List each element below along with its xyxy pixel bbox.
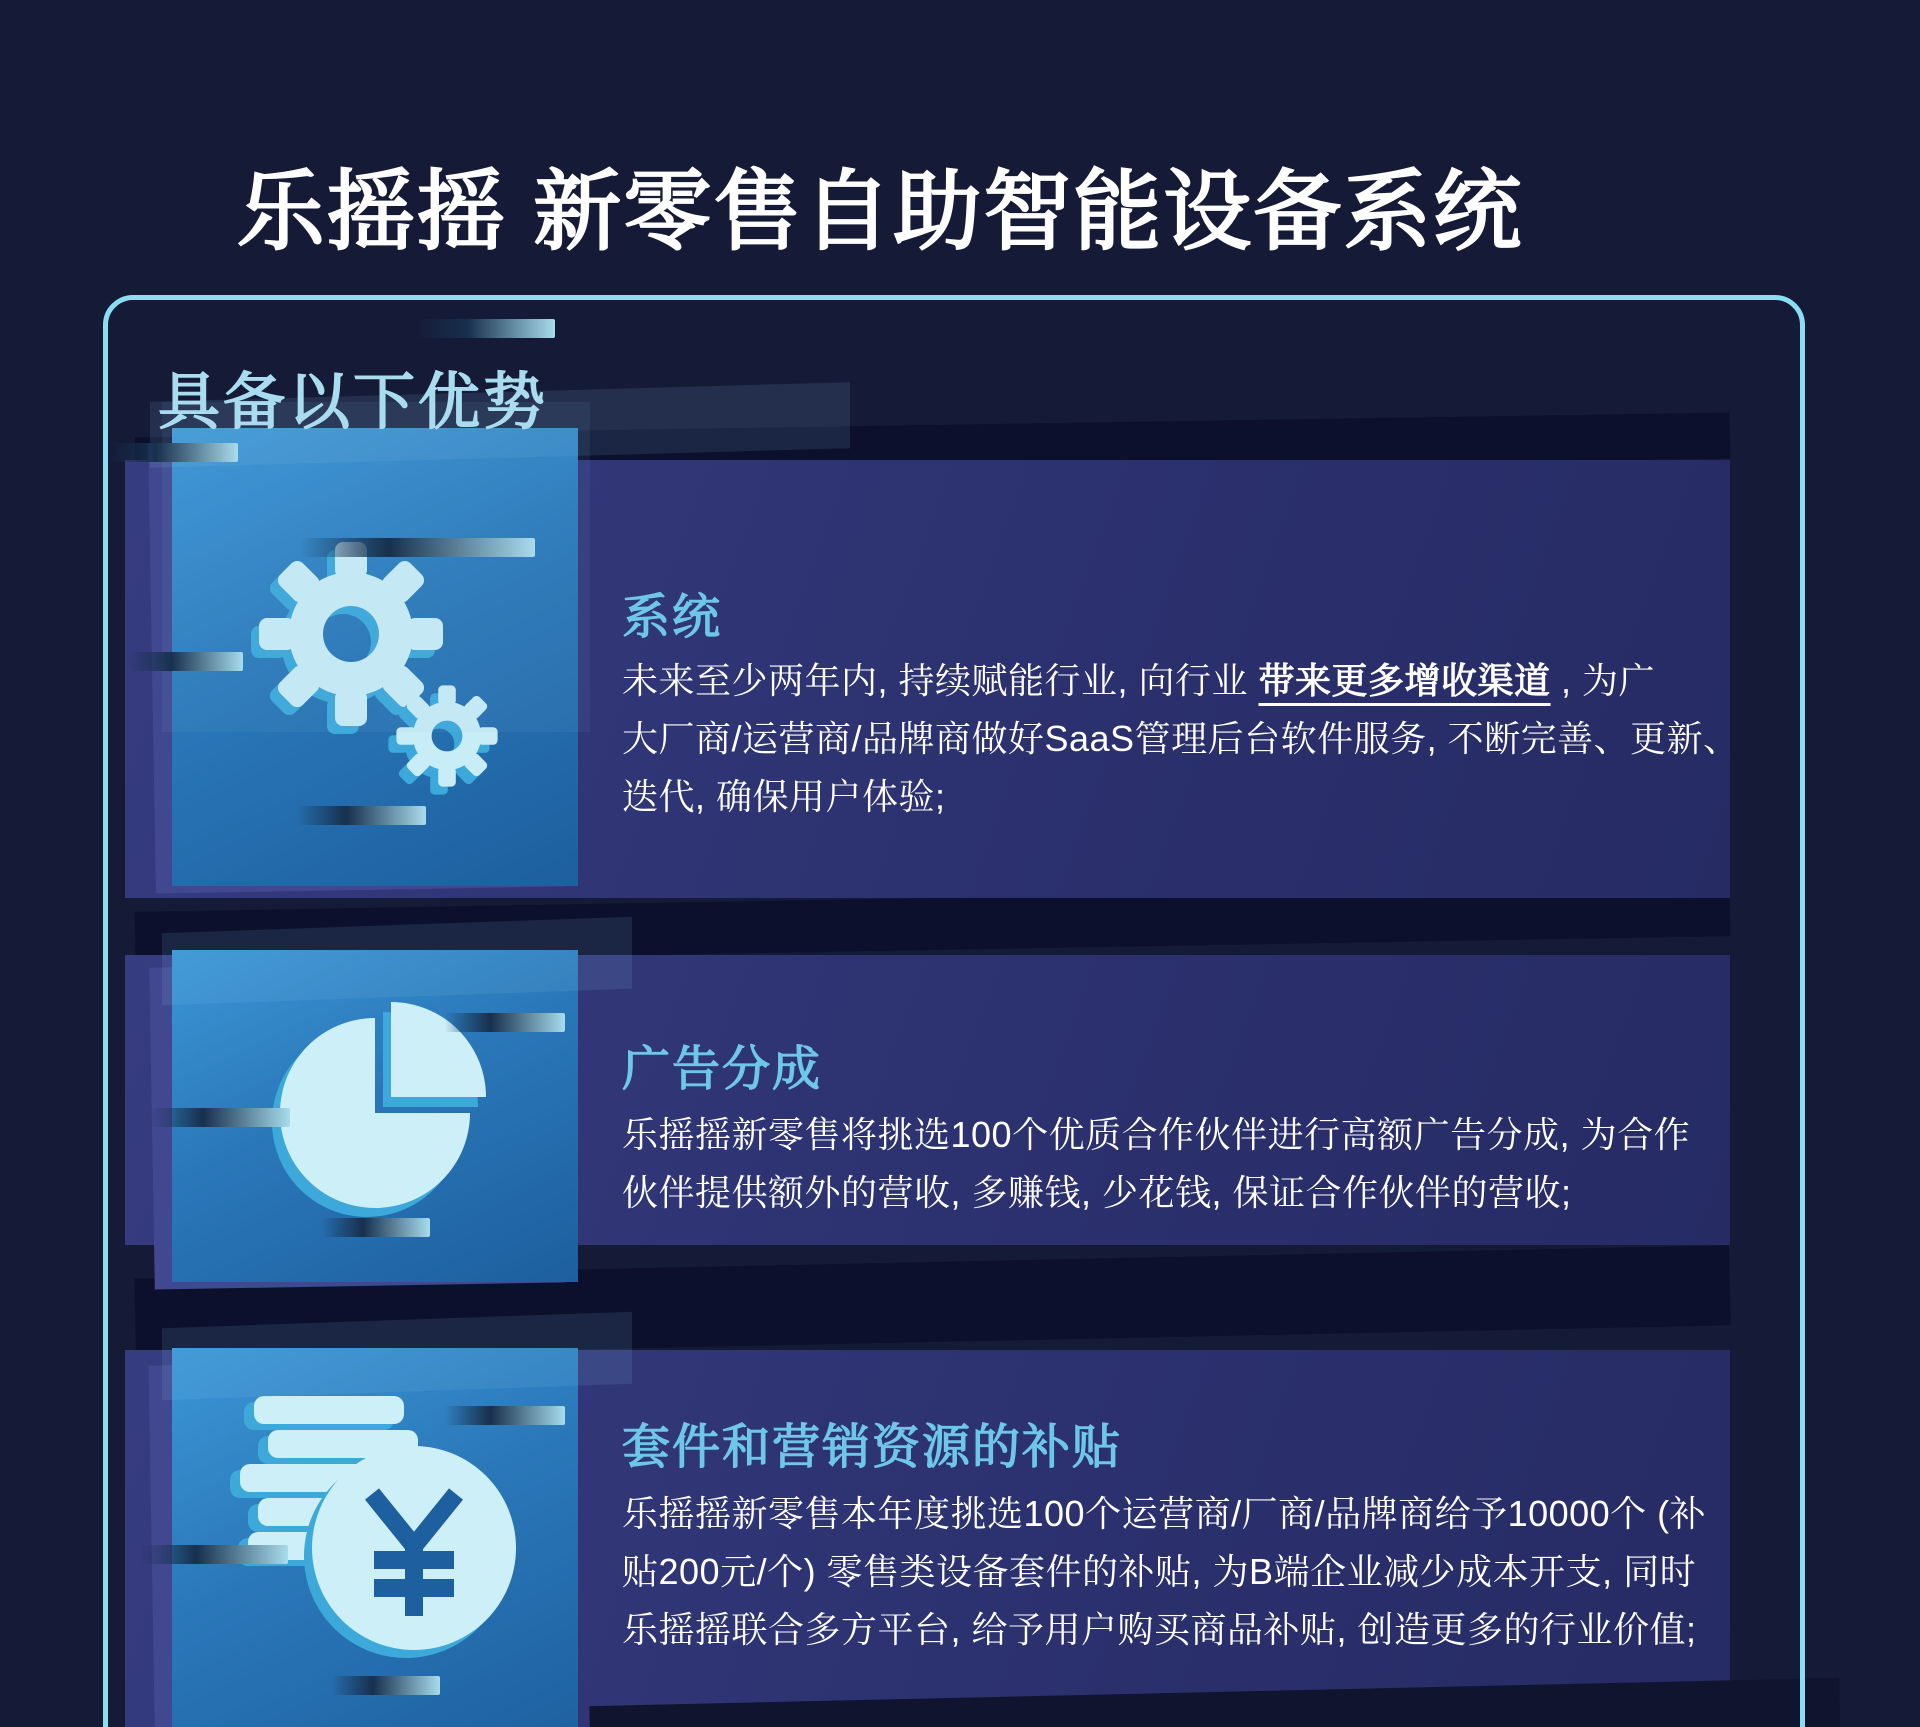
text-line — [622, 1164, 1690, 1222]
card-body-text — [622, 1106, 1690, 1222]
speed-streak — [140, 1545, 288, 1564]
speed-streak — [300, 538, 535, 557]
text-line — [622, 1601, 1706, 1659]
text-line — [622, 710, 1740, 768]
text-segment: , 为广 — [1550, 660, 1656, 701]
card-body-text — [622, 652, 1740, 826]
text-segment: 乐摇摇联合多方平台, 给予用户购买商品补贴, 创造更多的行业价值; — [622, 1609, 1697, 1650]
card-title: 系统 — [622, 591, 723, 644]
text-line — [622, 1485, 1706, 1543]
speed-streak — [150, 1108, 290, 1127]
text-line — [622, 1543, 1706, 1601]
text-segment: 贴200元/个) 零售类设备套件的补贴, 为B端企业减少成本开支, 同时 — [622, 1551, 1697, 1592]
speed-streak — [106, 443, 238, 462]
text-line — [622, 1106, 1690, 1164]
speed-streak — [445, 1013, 565, 1032]
text-segment: 迭代, 确保用户体验; — [622, 776, 946, 817]
card-title: 套件和营销资源的补贴 — [622, 1421, 1123, 1474]
text-line — [622, 652, 1740, 710]
icon-panel — [172, 1348, 578, 1727]
card-title: 广告分成 — [622, 1043, 823, 1096]
emphasis-text: 带来更多增收渠道 — [1258, 660, 1551, 701]
section-header: 具备以下优势 — [158, 368, 549, 437]
text-segment: 伙伴提供额外的营收, 多赚钱, 少花钱, 保证合作伙伴的营收; — [622, 1172, 1572, 1213]
text-segment: 乐摇摇新零售将挑选100个优质合作伙伴进行高额广告分成, 为合作 — [622, 1114, 1691, 1155]
text-segment: 大厂商/运营商/品牌商做好SaaS管理后台软件服务, 不断完善、更新、 — [622, 718, 1740, 759]
speed-streak — [322, 1218, 430, 1237]
page-title: 乐摇摇 新零售自助智能设备系统 — [236, 162, 1524, 261]
speed-streak — [415, 319, 555, 338]
speed-streak — [445, 1406, 565, 1425]
speed-streak — [298, 806, 426, 825]
text-segment: 乐摇摇新零售本年度挑选100个运营商/厂商/品牌商给予10000个 (补 — [622, 1493, 1707, 1534]
speed-streak — [332, 1676, 440, 1695]
text-segment: 未来至少两年内, 持续赋能行业, 向行业 — [622, 660, 1259, 701]
card-body-text — [622, 1485, 1706, 1659]
speed-streak — [128, 652, 243, 671]
text-line — [622, 768, 1740, 826]
